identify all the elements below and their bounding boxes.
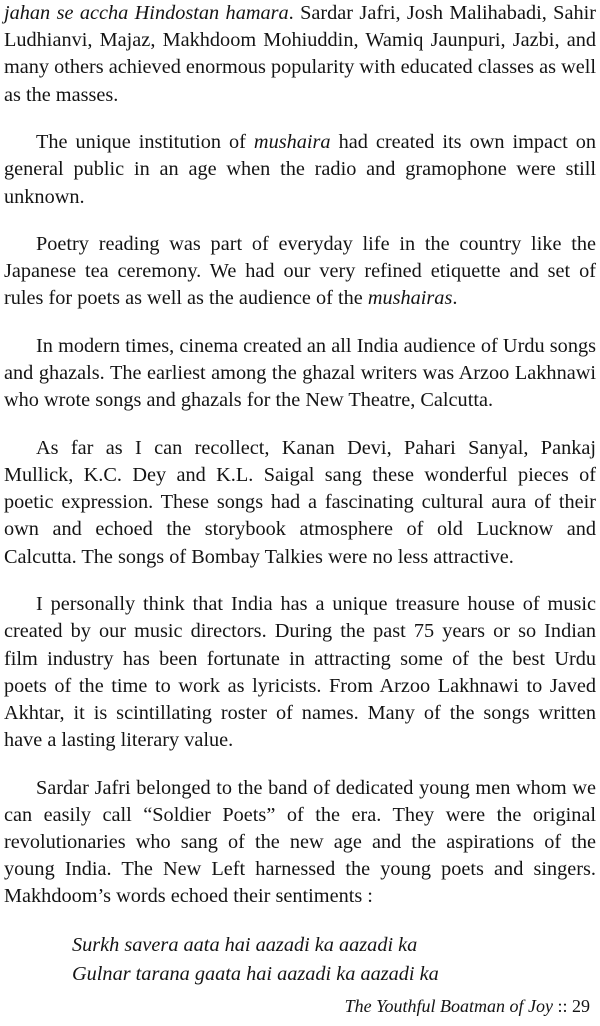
paragraph xyxy=(4,0,596,109)
paragraph-text: Poetry reading was part of everyday life in the country like the Japanese tea ceremony. We had our very refined etiquette and set of rules for poets as well as the audience of the xyxy=(4,233,596,310)
verse-line: Surkh savera aata hai aazadi ka aazadi ka xyxy=(72,933,418,956)
paragraph: In modern times, cinema created an all India audience of Urdu songs and ghazals. The earliest among the ghazal writers was Arzoo Lakhnawi who wrote songs and ghazals for the New Theatre, Calcutta. xyxy=(4,334,596,412)
italic-word: mushaira xyxy=(253,131,331,154)
book-page xyxy=(4,0,596,1026)
paragraph-text: had created its own impact on general public in an age when the radio and gramophone were still unknown. xyxy=(4,131,596,208)
body-text xyxy=(4,0,596,989)
italic-word: mushairas xyxy=(367,287,453,310)
paragraph-text: . xyxy=(452,287,458,310)
page-number: 29 xyxy=(572,996,590,1016)
paragraph: I personally think that India has a unique treasure house of music created by our music directors. During the past 75 years or so Indian film industry has been fortunate in attracting some of the best Urdu poets of the time to work as lyricists. From Arzoo Lakhnawi to Javed Akhtar, it is scintillating roster of names. Many of the songs written have a lasting literary value. xyxy=(4,593,596,752)
footer-separator: :: xyxy=(552,996,572,1016)
italic-phrase: jahan se accha Hindostan hamara xyxy=(4,2,289,24)
paragraph-text: . Sardar Jafri, Josh Malihabadi, Sahir Ludhianvi, Majaz, Makhdoom Mohiuddin, Wamiq Jaunpuri, Jazbi, and many others achieved enormous popularity with educated classes as well as the masses. xyxy=(4,2,596,106)
paragraph: As far as I can recollect, Kanan Devi, Pahari Sanyal, Pankaj Mullick, K.C. Dey and K.L. Saigal sang these wonderful pieces of poetic expression. These songs had a fascinating cultural aura of their own and echoed the storybook atmosphere of old Lucknow and Calcutta. The songs of Bombay Talkies were no less attractive. xyxy=(4,436,596,568)
verse-block xyxy=(72,931,596,989)
paragraph: Sardar Jafri belonged to the band of dedicated young men whom we can easily call “Soldier Poets” of the era. They were the original revolutionaries who sang of the new age and the aspirations of the young India. The New Left harnessed the young poets and singers. Makhdoom’s words echoed their sentiments : xyxy=(4,776,596,908)
paragraph xyxy=(4,129,596,211)
paragraph-text: The unique institution of xyxy=(36,131,254,154)
running-title: The Youthful Boatman of Joy xyxy=(344,996,553,1016)
page-footer xyxy=(345,996,590,1017)
paragraph xyxy=(4,231,596,313)
verse-line: Gulnar tarana gaata hai aazadi ka aazadi ka xyxy=(72,962,439,985)
